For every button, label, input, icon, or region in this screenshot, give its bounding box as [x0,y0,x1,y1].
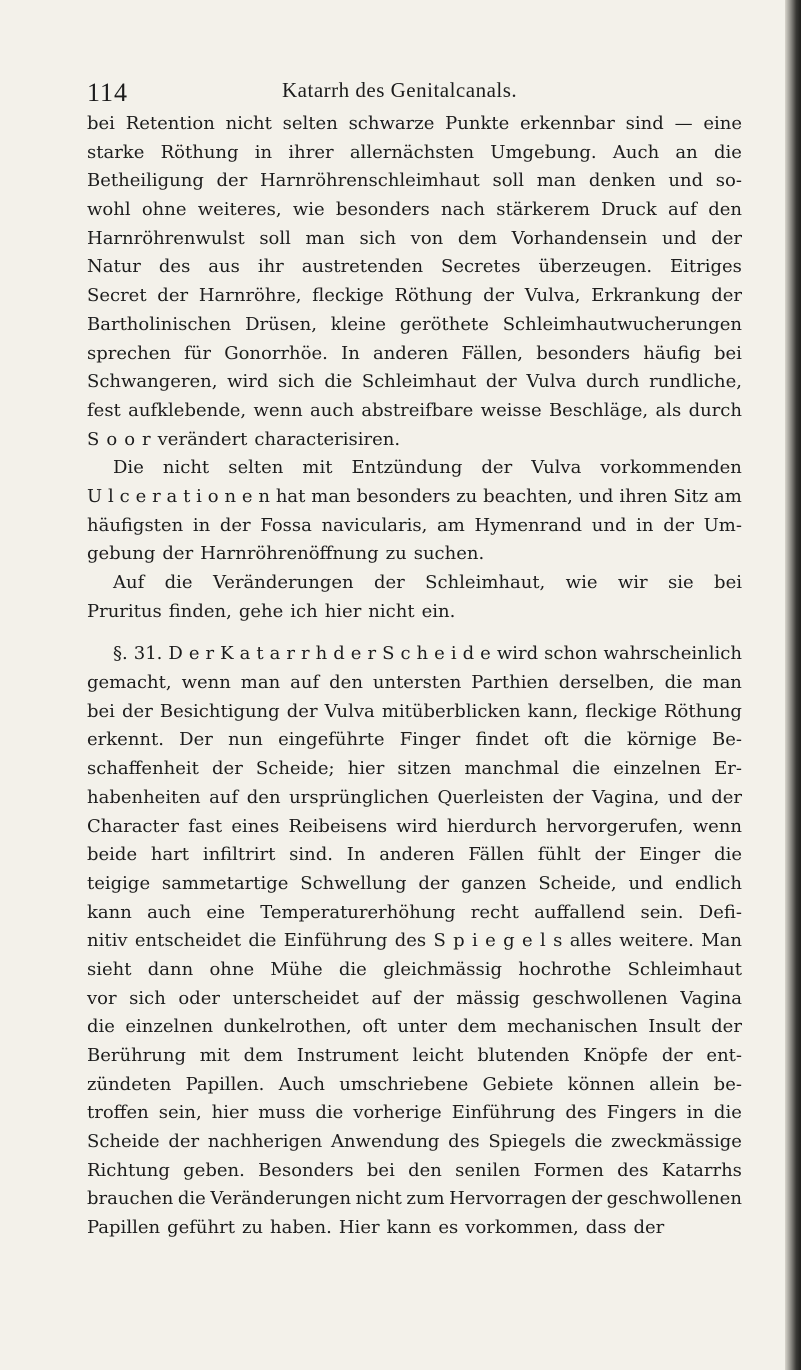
text-line: teigige sammetartige Schwellung der ganzen Scheide, und endlich [87,872,742,894]
text-line: kann auch eine Temperaturerhöhung recht auffallend sein. Defi- [87,901,742,923]
text-line: Pruritus finden, gehe ich hier nicht ein. [87,600,456,622]
text-line: bei der Besichtigung der Vulva mitüberblicken kann, fleckige Röthung [87,700,742,722]
text-line: Betheiligung der Harnröhrenschleimhaut soll man denken und so- [87,170,742,192]
text-line: vor sich oder unterscheidet auf der mässig geschwollenen Vagina [87,987,742,1009]
running-head: Katarrh des Genitalcanals. [282,78,518,102]
text-line: starke Röthung in ihrer allernächsten Umgebung. Auch an die [87,141,742,163]
text-line: zündeten Papillen. Auch umschriebene Gebiete können allein be- [87,1073,742,1095]
body-text [87,110,742,1243]
text-line: §. 31. D e r K a t a r r h d e r S c h e i d e wird schon wahrscheinlich [113,643,742,665]
text-line: die einzelnen dunkelrothen, oft unter dem mechanischen Insult der [87,1016,742,1038]
text-line: erkennt. Der nun eingeführte Finger findet oft die körnige Be- [87,729,742,751]
text-line: gemacht, wenn man auf den untersten Parthien derselben, die man [87,672,742,694]
text-line: gebung der Harnröhrenöffnung zu suchen. [87,543,485,565]
text-line: Scheide der nachherigen Anwendung des Spiegels die zweckmässige [87,1131,742,1153]
text-line: habenheiten auf den ursprünglichen Querleisten der Vagina, und der [87,786,742,808]
text-line: Character fast eines Reibeisens wird hierdurch hervorgerufen, wenn [87,815,742,837]
text-line: S o o r verändert characterisiren. [87,428,401,450]
text-line: troffen sein, hier muss die vorherige Einführung des Fingers in die [87,1102,742,1124]
text-line: Harnröhrenwulst soll man sich von dem Vorhandensein und der [87,227,742,249]
text-line: U l c e r a t i o n e n hat man besonders zu beachten, und ihren Sitz am [87,485,742,507]
text-line: Die nicht selten mit Entzündung der Vulva vorkommenden [113,457,742,479]
text-line: Schwangeren, wird sich die Schleimhaut der Vulva durch rundliche, [87,371,742,393]
text-line: Natur des aus ihr austretenden Secretes überzeugen. Eitriges [87,256,742,278]
text-line: nitiv entscheidet die Einführung des S p i e g e l s alles weitere. Man [87,930,742,952]
text-line: Secret der Harnröhre, fleckige Röthung der Vulva, Erkrankung der [87,285,742,307]
text-line: sieht dann ohne Mühe die gleichmässig hochrothe Schleimhaut [87,958,742,980]
text-line: Auf die Veränderungen der Schleimhaut, wie wir sie bei [113,572,742,593]
text-line: Papillen geführt zu haben. Hier kann es vorkommen, dass der [87,1217,665,1239]
text-line: Bartholinischen Drüsen, kleine geröthete Schleimhautwucherungen [87,313,742,335]
text-line: Richtung geben. Besonders bei den senilen Formen des Katarrhs [87,1159,742,1181]
text-line: sprechen für Gonorrhöe. In anderen Fällen, besonders häufig bei [87,342,742,364]
text-line: beide hart infiltrirt sind. In anderen Fällen fühlt der Einger die [87,844,742,866]
text-line: Berührung mit dem Instrument leicht blutenden Knöpfe der ent- [87,1045,742,1066]
page-number: 114 [87,78,129,107]
page-edge-shadow [785,0,801,1370]
text-line: wohl ohne weiteres, wie besonders nach stärkerem Druck auf den [87,199,742,221]
page-header [87,78,747,108]
text-line: schaffenheit der Scheide; hier sitzen manchmal die einzelnen Er- [87,758,742,780]
text-line: brauchen die Veränderungen nicht zum Hervorragen der geschwollenen [87,1188,742,1210]
text-line: bei Retention nicht selten schwarze Punkte erkennbar sind — eine [87,113,742,134]
text-line: fest aufklebende, wenn auch abstreifbare weisse Beschläge, als durch [87,399,742,421]
text-line: häufigsten in der Fossa navicularis, am Hymenrand und in der Um- [87,514,742,536]
